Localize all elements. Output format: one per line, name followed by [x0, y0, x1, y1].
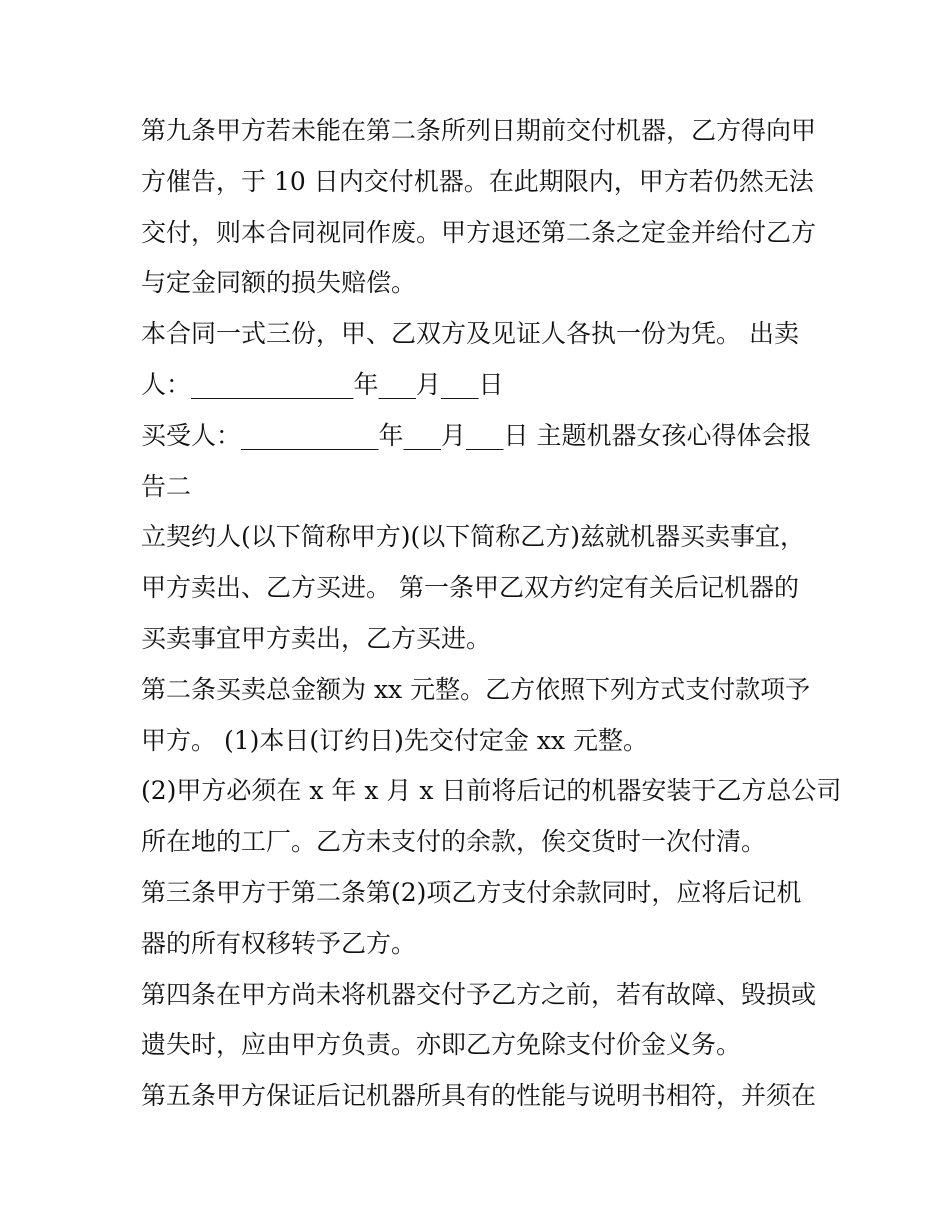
text-line: 人：_____________年___月___日: [141, 369, 504, 399]
text-line: 第三条甲方于第二条第(2)项乙方支付余款同时，应将后记机: [141, 877, 802, 907]
text-line: 第四条在甲方尚未将机器交付予乙方之前，若有故障、毁损或: [141, 979, 817, 1009]
text-line: 告二: [141, 471, 192, 501]
text-line: 买受人：___________年___月___日 主题机器女孩心得体会报: [141, 420, 812, 450]
text-line: 遗失时，应由甲方负责。亦即乙方免除支付价金义务。: [141, 1030, 742, 1060]
text-line: 第九条甲方若未能在第二条所列日期前交付机器，乙方得向甲: [141, 116, 817, 145]
text-line: 甲方卖出、乙方买进。 第一条甲乙双方约定有关后记机器的: [141, 573, 799, 603]
text-line: 本合同一式三份，甲、乙双方及见证人各执一份为凭。 出卖: [141, 319, 799, 349]
text-line: 交付，则本合同视同作废。甲方退还第二条之定金并给付乙方: [141, 217, 817, 247]
text-line: 甲方。 (1)本日(订约日)先交付定金 xx 元整。: [141, 725, 648, 755]
document-body: [141, 106, 842, 1122]
text-line: 所在地的工厂。乙方未支付的余款，俟交货时一次付清。: [141, 827, 767, 857]
text-line: 器的所有权移转予乙方。: [141, 928, 417, 958]
text-line: (2)甲方必须在 x 年 x 月 x 日前将后记的机器安装于乙方总公司: [141, 776, 842, 806]
text-line: 买卖事宜甲方卖出，乙方买进。: [141, 623, 492, 653]
text-line: 方催告，于 10 日内交付机器。在此期限内，甲方若仍然无法: [141, 166, 814, 196]
text-line: 第五条甲方保证后记机器所具有的性能与说明书相符，并须在: [141, 1081, 817, 1111]
text-line: 第二条买卖总金额为 xx 元整。乙方依照下列方式支付款项予: [141, 674, 811, 704]
text-line: 与定金同额的损失赔偿。: [141, 268, 417, 298]
text-line: 立契约人(以下简称甲方)(以下简称乙方)兹就机器买卖事宜，: [141, 522, 806, 552]
